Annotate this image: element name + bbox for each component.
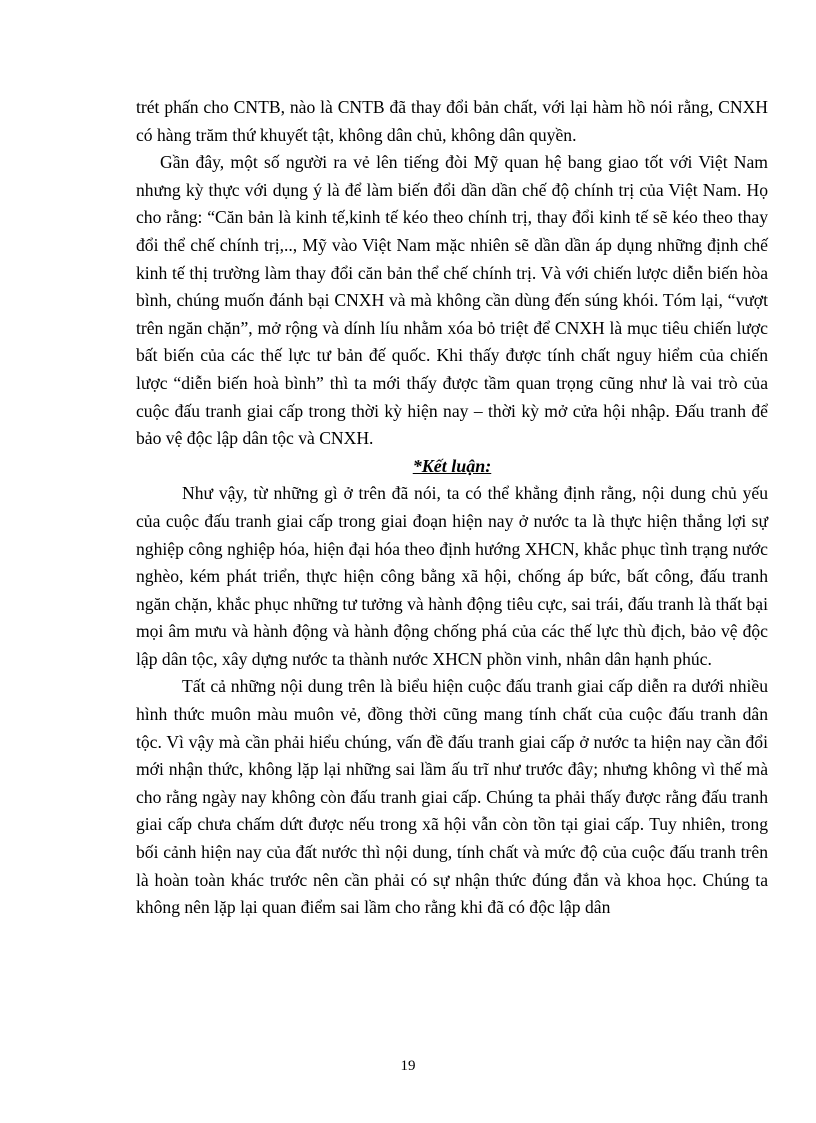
paragraph-continuation: trét phấn cho CNTB, nào là CNTB đã thay đổi bản chất, với lại hàm hồ nói rằng, CNXH có hàng trăm thứ khuyết tật, không dân chủ, không dân quyền. (136, 97, 768, 145)
paragraph-peaceful-evolution: Gần đây, một số người ra vẻ lên tiếng đòi Mỹ quan hệ bang giao tốt với Việt Nam nhưng kỳ thực với dụng ý là để làm biến đổi dần dần chế độ chính trị của Việt Nam. Họ cho rằng: “Căn bản là kinh tế,kinh tế kéo theo chính trị, thay đổi kinh tế sẽ kéo theo thay đổi thể chế chính trị,.., Mỹ vào Việt Nam mặc nhiên sẽ dần dần áp dụng những định chế kinh tế thị trường làm thay đổi căn bản thể chế chính trị. Và với chiến lược diễn biến hòa bình, chúng muốn đánh bại CNXH và mà không cần dùng đến súng khói. Tóm lại, “vượt trên ngăn chặn”, mở rộng và dính líu nhằm xóa bỏ triệt để CNXH là mục tiêu chiến lược bất biến của các thế lực tư bản đế quốc. Khi thấy được tính chất nguy hiểm của chiến lược “diễn biến hoà bình” thì ta mới thấy được tầm quan trọng cũng như là vai trò của cuộc đấu tranh giai cấp trong thời kỳ hiện nay – thời kỳ mở cửa hội nhập. Đấu tranh để bảo vệ độc lập dân tộc và CNXH. (136, 152, 768, 449)
paragraph-conclusion-2: Tất cả những nội dung trên là biểu hiện cuộc đấu tranh giai cấp diễn ra dưới nhiều hình thức muôn màu muôn vẻ, đồng thời cũng mang tính chất của cuộc đấu tranh dân tộc. Vì vậy mà cần phải hiểu chúng, vấn đề đấu tranh giai cấp ở nước ta hiện nay cần đổi mới nhận thức, không lặp lại những sai lầm ấu trĩ như trước đây; nhưng không vì thế mà cho rằng ngày nay không còn đấu tranh giai cấp. Chúng ta phải thấy được rằng đấu tranh giai cấp chưa chấm dứt được nếu trong xã hội vẫn còn tồn tại giai cấp. Tuy nhiên, trong bối cảnh hiện nay của đất nước thì nội dung, tính chất và mức độ của cuộc đấu tranh trên là hoàn toàn khác trước nên cần phải có sự nhận thức đúng đắn và khoa học. Chúng ta không nên lặp lại quan điểm sai lầm cho rằng khi đã có độc lập dân (136, 676, 768, 918)
section-heading-conclusion: *Kết luận: (412, 455, 492, 476)
paragraph-conclusion-1: Như vậy, từ những gì ở trên đã nói, ta có thể khẳng định rằng, nội dung chủ yếu của cuộc đấu tranh giai cấp trong giai đoạn hiện nay ở nước ta là thực hiện thắng lợi sự nghiệp công nghiệp hóa, hiện đại hóa theo định hướng XHCN, khắc phục tình trạng nước nghèo, kém phát triển, thực hiện công bằng xã hội, chống áp bức, bất công, đấu tranh ngăn chặn, khắc phục những tư tưởng và hành động tiêu cực, sai trái, đấu tranh là thất bại mọi âm mưu và hành động và hành động chống phá của các thế lực thù địch, bảo vệ độc lập dân tộc, xây dựng nước ta thành nước XHCN phồn vinh, nhân dân hạnh phúc. (136, 483, 768, 669)
page-number: 19 (400, 1058, 416, 1074)
document-body (136, 94, 768, 922)
